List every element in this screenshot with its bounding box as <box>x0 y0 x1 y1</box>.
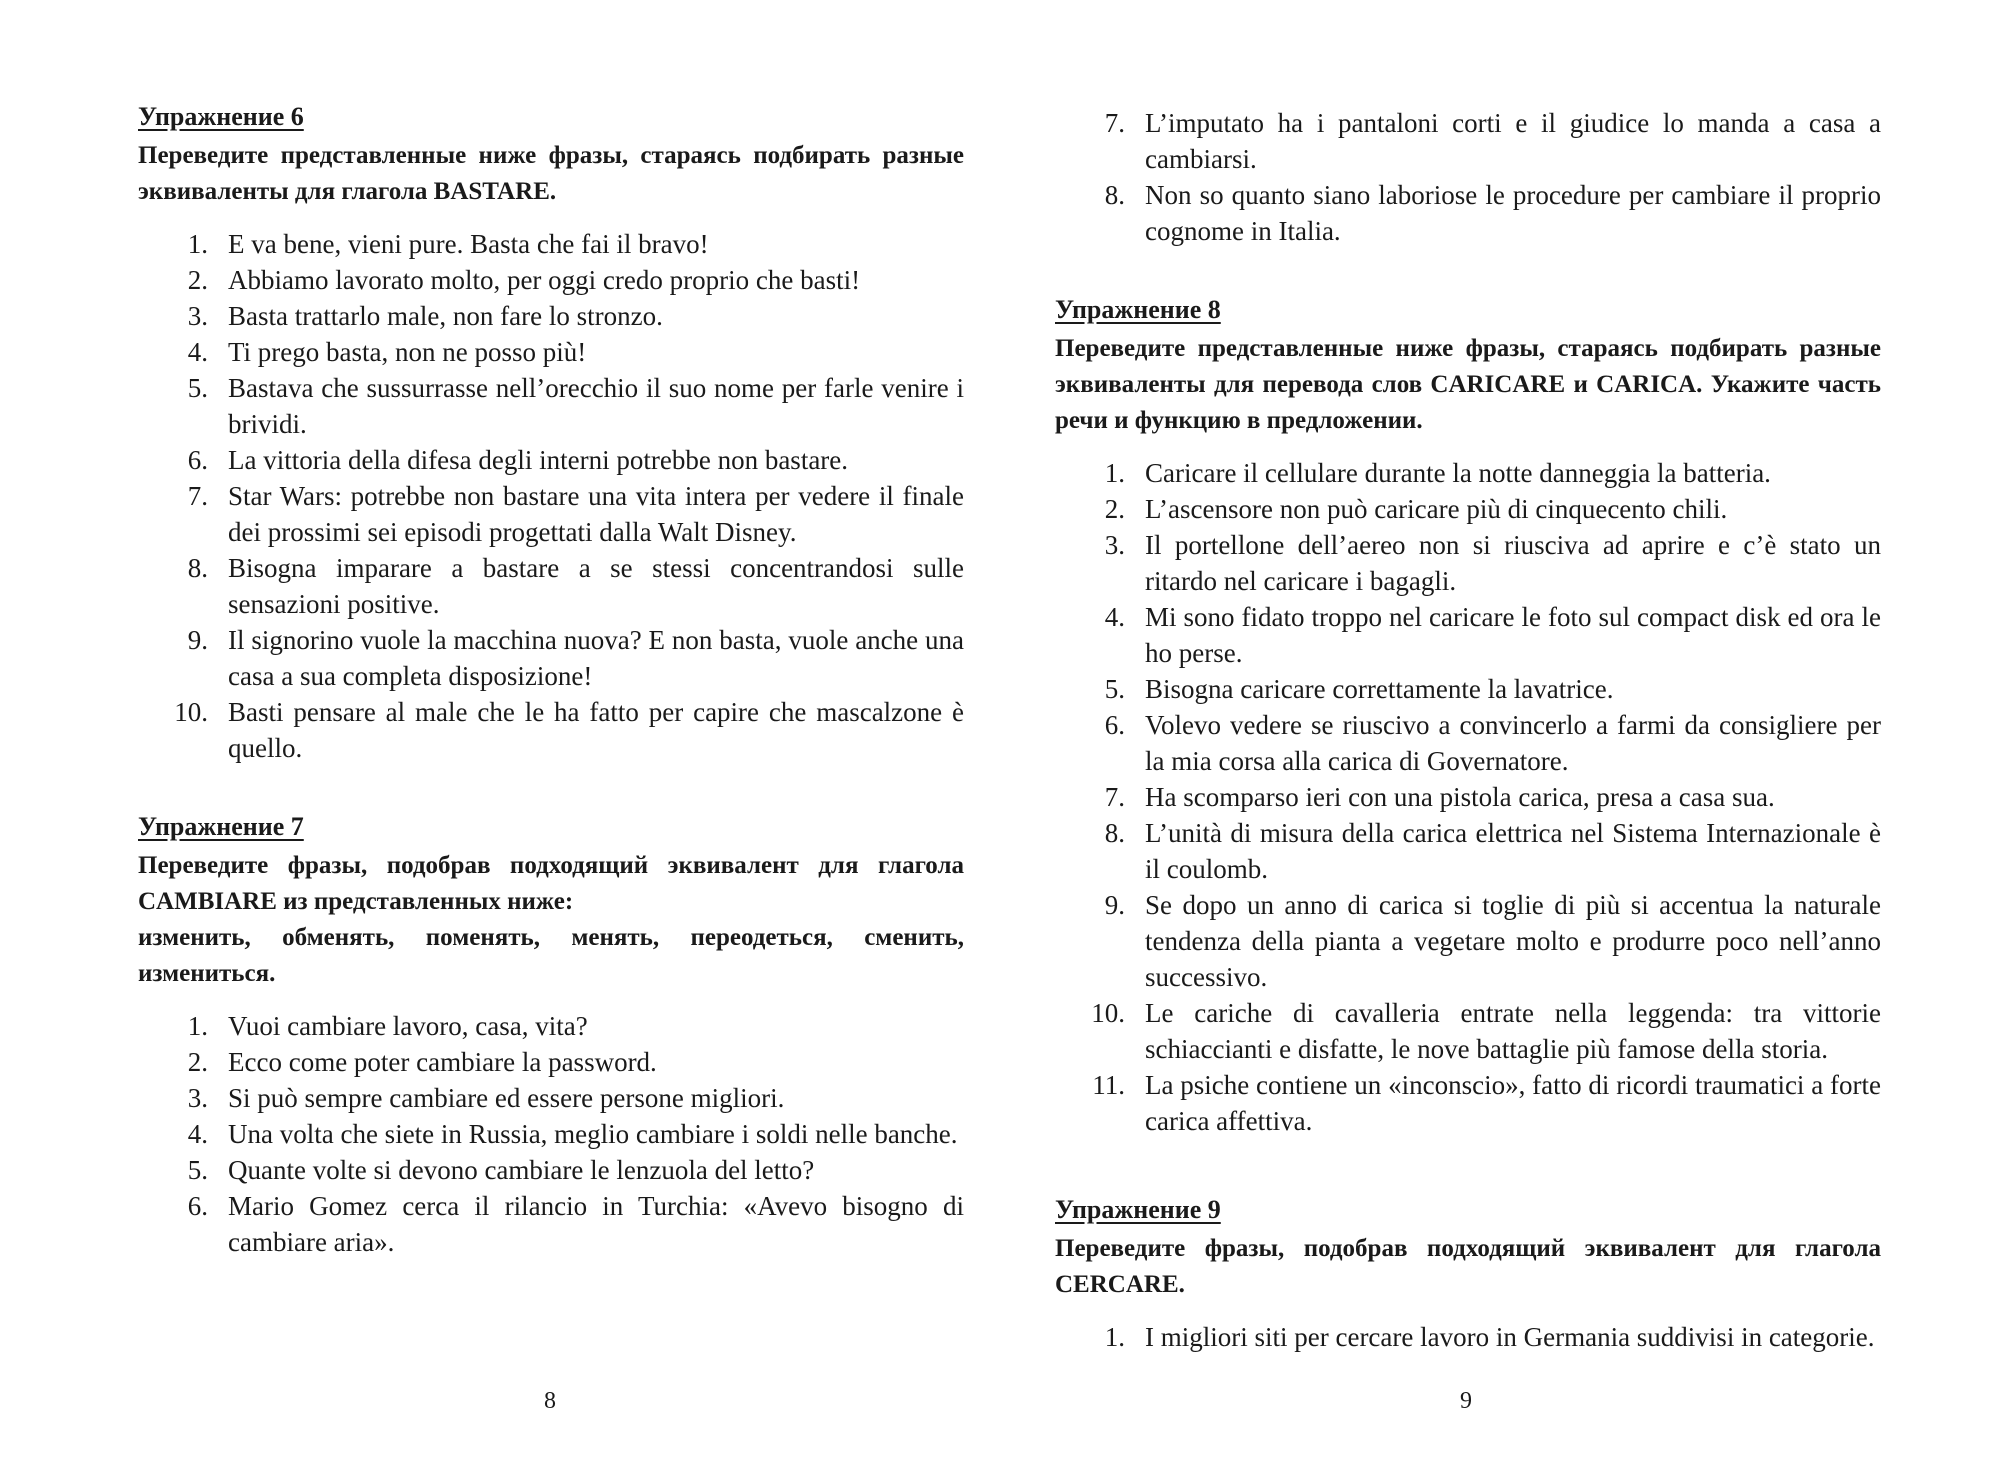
right-page <box>1055 105 1881 1355</box>
list-item: 9. Se dopo un anno di carica si toglie di più si accentua la naturale tendenza della pianta a vegetare molto e produrre poco nell’anno successivo. <box>1104 890 1881 992</box>
exercise-6-instruction: Переведите представленные ниже фразы, стараясь подбирать разные эквиваленты для глагола BASTARE. <box>138 142 964 205</box>
list-item: 8. Non so quanto siano laboriose le procedure per cambiare il proprio cognome in Italia. <box>1104 180 1881 246</box>
list-item: 1. Caricare il cellulare durante la notte danneggia la batteria. <box>1104 458 1771 488</box>
page-number-left: 8 <box>544 1388 556 1414</box>
exercise-8-instruction: Переведите представленные ниже фразы, стараясь подбирать разные эквиваленты для перевода слов CARICARE и CARICA. Укажите часть речи и функцию в предложении. <box>1055 335 1881 434</box>
page-number-right: 9 <box>1460 1388 1472 1414</box>
list-item: 4. Ti prego basta, non ne posso più! <box>187 337 587 367</box>
list-item: 7. Star Wars: potrebbe non bastare una vita intera per vedere il finale dei prossimi sei episodi progettati dalla Walt Disney. <box>187 481 964 547</box>
exercise-7-instruction: Переведите фразы, подобрав подходящий эквивалент для глагола CAMBIARE из представленных ниже: изменить, обменять, поменять, менять, переодеться, сменить, измениться. <box>138 852 964 987</box>
list-item: 3. Il portellone dell’aereo non si riusciva ad aprire e c’è stato un ritardo nel caricare i bagagli. <box>1104 530 1881 596</box>
exercise-9-instruction: Переведите фразы, подобрав подходящий эквивалент для глагола CERCARE. <box>1055 1235 1881 1298</box>
list-item: 5. Bastava che sussurrasse nell’orecchio il suo nome per farle venire i brividi. <box>187 373 964 439</box>
list-item: 5. Bisogna caricare correttamente la lavatrice. <box>1104 674 1614 704</box>
left-page <box>138 100 964 1260</box>
list-item: 7. Ha scomparso ieri con una pistola carica, presa a casa sua. <box>1104 782 1775 812</box>
list-item: 8. Bisogna imparare a bastare a se stessi concentrandosi sulle sensazioni positive. <box>187 553 964 619</box>
exercise-8-title: Упражнение 8 <box>1055 295 1221 324</box>
exercise-7-continued-list <box>1055 105 1881 249</box>
list-item: 4. Una volta che siete in Russia, meglio cambiare i soldi nelle banche. <box>187 1119 958 1149</box>
exercise-7-list <box>138 1008 964 1260</box>
list-item: 6. La vittoria della difesa degli interni potrebbe non bastare. <box>187 445 849 475</box>
list-item: 10. Basti pensare al male che le ha fatto per capire che mascalzone è quello. <box>174 697 964 763</box>
list-item: 6. Volevo vedere se riuscivo a convincerlo a farmi da consigliere per la mia corsa alla carica di Governatore. <box>1104 710 1881 776</box>
exercise-8-list <box>1055 455 1881 1139</box>
list-item: 11. La psiche contiene un «inconscio», fatto di ricordi traumatici a forte carica affettiva. <box>1092 1070 1881 1136</box>
list-item: 2. Abbiamo lavorato molto, per oggi credo proprio che basti! <box>187 265 861 295</box>
list-item: 9. Il signorino vuole la macchina nuova? E non basta, vuole anche una casa a sua completa disposizione! <box>187 625 964 691</box>
list-item: 8. L’unità di misura della carica elettrica nel Sistema Internazionale è il coulomb. <box>1104 818 1881 884</box>
list-item: 7. L’imputato ha i pantaloni corti e il giudice lo manda a casa a cambiarsi. <box>1104 108 1881 174</box>
list-item: 3. Si può sempre cambiare ed essere persone migliori. <box>187 1083 785 1113</box>
exercise-6-list <box>138 226 964 766</box>
list-item: 2. L’ascensore non può caricare più di cinquecento chili. <box>1104 494 1728 524</box>
list-item: 4. Mi sono fidato troppo nel caricare le foto sul compact disk ed ora le ho perse. <box>1104 602 1881 668</box>
list-item: 1. Vuoi cambiare lavoro, casa, vita? <box>187 1011 588 1041</box>
list-item: 10. Le cariche di cavalleria entrate nella leggenda: tra vittorie schiaccianti e disfatte, le nove battaglie più famose della storia. <box>1091 998 1881 1064</box>
list-item: 2. Ecco come poter cambiare la password. <box>187 1047 657 1077</box>
exercise-7-title: Упражнение 7 <box>138 812 304 841</box>
list-item: 5. Quante volte si devono cambiare le lenzuola del letto? <box>187 1155 815 1185</box>
list-item: 6. Mario Gomez cerca il rilancio in Turchia: «Avevo bisogno di cambiare aria». <box>187 1191 964 1257</box>
list-item: 1. E va bene, vieni pure. Basta che fai il bravo! <box>187 229 709 259</box>
exercise-6-title: Упражнение 6 <box>138 102 304 131</box>
exercise-9-list <box>1055 1319 1881 1355</box>
list-item: 3. Basta trattarlo male, non fare lo stronzo. <box>187 301 663 331</box>
list-item: 1. I migliori siti per cercare lavoro in Germania suddivisi in categorie. <box>1104 1322 1875 1352</box>
exercise-9-title: Упражнение 9 <box>1055 1195 1221 1224</box>
